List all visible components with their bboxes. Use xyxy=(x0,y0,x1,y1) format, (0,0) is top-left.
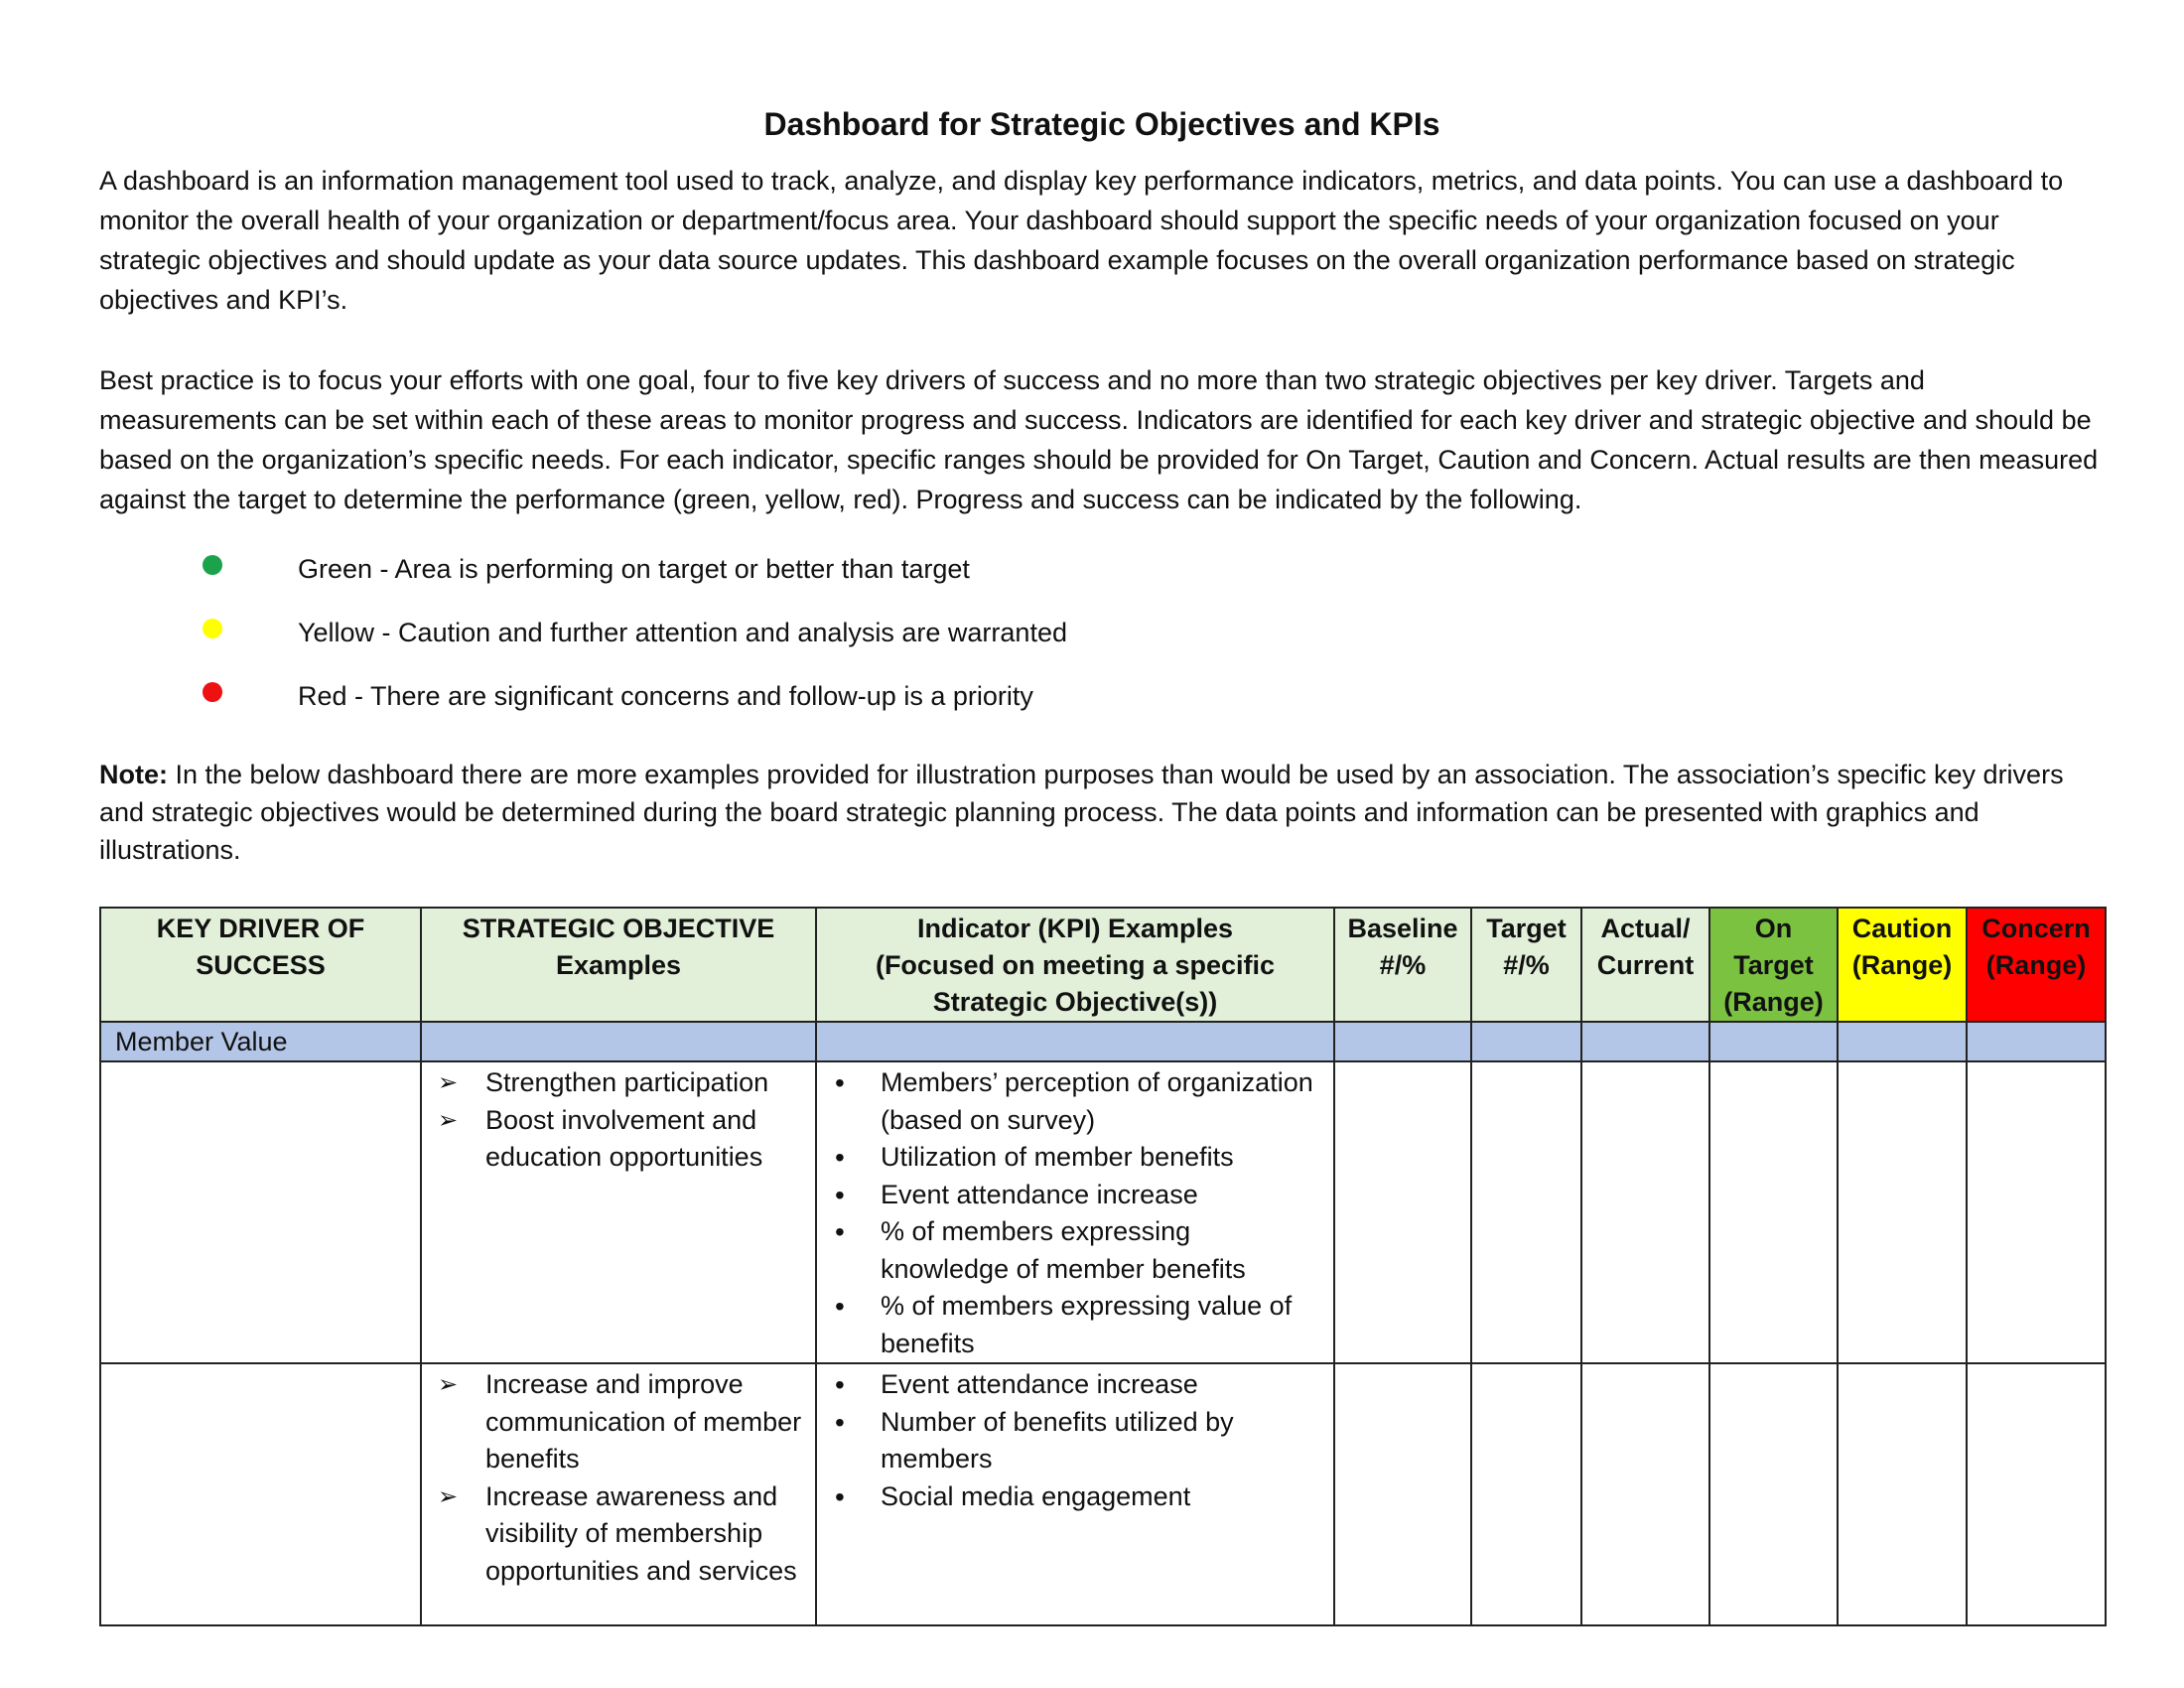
note-text: In the below dashboard there are more examples provided for illustration purposes than would be used by an association. The association’s specific key drivers and strategic objectives would be determined during the board strategic planning process. The data points and information can be presented with graphics and illustrations. xyxy=(99,760,2064,865)
list-item: ➢ Increase and improve communication of member benefits xyxy=(422,1366,815,1478)
status-legend xyxy=(99,549,2105,740)
legend-item-green xyxy=(99,549,2105,613)
list-item: • % of members expressing knowledge of member benefits xyxy=(817,1213,1333,1288)
list-item: ➢ Strengthen participation xyxy=(422,1064,815,1102)
list-item: • Event attendance increase xyxy=(817,1177,1333,1214)
concern-cell xyxy=(1967,1363,2106,1625)
actual-cell xyxy=(1581,1363,1709,1625)
legend-item-red xyxy=(99,676,2105,740)
objectives-cell xyxy=(421,1061,816,1363)
key-driver-cell xyxy=(100,1061,421,1363)
list-item: ➢ Boost involvement and education opportunities xyxy=(422,1102,815,1177)
header-indicator: Indicator (KPI) Examples (Focused on meeting a specific Strategic Objective(s)) xyxy=(816,908,1334,1022)
page-title: Dashboard for Strategic Objectives and KPIs xyxy=(763,106,1440,142)
table-row xyxy=(100,1061,2106,1363)
list-item: ➢ Increase awareness and visibility of membership opportunities and services xyxy=(422,1478,815,1591)
list-item: • Social media engagement xyxy=(817,1478,1333,1516)
section-row xyxy=(100,1022,2106,1061)
green-dot-icon xyxy=(203,555,222,575)
indicators-cell xyxy=(816,1061,1334,1363)
on-target-cell xyxy=(1709,1363,1838,1625)
header-concern: Concern (Range) xyxy=(1967,908,2106,1022)
legend-text: Green - Area is performing on target or better than target xyxy=(298,554,970,584)
list-item: • Event attendance increase xyxy=(817,1366,1333,1404)
kpi-dashboard-table xyxy=(99,907,2107,1626)
yellow-dot-icon xyxy=(203,619,222,638)
legend-text: Yellow - Caution and further attention and analysis are warranted xyxy=(298,618,1067,647)
on-target-cell xyxy=(1709,1061,1838,1363)
note-label: Note: xyxy=(99,760,168,789)
intro-paragraph: A dashboard is an information management tool used to track, analyze, and display key performance indicators, metrics, and data points. You can use a dashboard to monitor the overall health of your organization or department/focus area. Your dashboard should support the specific needs of your organization focused on your strategic objectives and should update as your data source updates. This dashboard example focuses on the overall organization performance based on strategic objectives and KPI’s. xyxy=(99,166,2064,315)
actual-cell xyxy=(1581,1061,1709,1363)
caution-cell xyxy=(1838,1061,1967,1363)
header-caution: Caution (Range) xyxy=(1838,908,1967,1022)
concern-cell xyxy=(1967,1061,2106,1363)
key-driver-cell xyxy=(100,1363,421,1625)
header-actual: Actual/ Current xyxy=(1581,908,1709,1022)
legend-item-yellow xyxy=(99,613,2105,676)
baseline-cell xyxy=(1334,1061,1471,1363)
red-dot-icon xyxy=(203,682,222,702)
header-target: Target #/% xyxy=(1471,908,1581,1022)
note-paragraph xyxy=(99,756,2105,869)
list-item: • Number of benefits utilized by members xyxy=(817,1404,1333,1478)
best-practice-paragraph: Best practice is to focus your efforts with one goal, four to five key drivers of success and no more than two strategic objectives per key driver. Targets and measurements can be set within each of these areas to monitor progress and success. Indicators are identified for each key driver and strategic objective and should be based on the organization’s specific needs. For each indicator, specific ranges should be provided for On Target, Caution and Concern. Actual results are then measured against the target to determine the performance (green, yellow, red). Progress and success can be indicated by the following. xyxy=(99,365,2099,514)
header-on-target: On Target (Range) xyxy=(1709,908,1838,1022)
baseline-cell xyxy=(1334,1363,1471,1625)
list-item: • % of members expressing value of benefits xyxy=(817,1288,1333,1362)
target-cell xyxy=(1471,1363,1581,1625)
list-item: • Utilization of member benefits xyxy=(817,1139,1333,1177)
objectives-cell xyxy=(421,1363,816,1625)
section-label: Member Value xyxy=(100,1022,421,1061)
table-row xyxy=(100,1363,2106,1625)
document-page xyxy=(99,99,2105,896)
header-key-driver: KEY DRIVER OF SUCCESS xyxy=(100,908,421,1022)
header-baseline: Baseline #/% xyxy=(1334,908,1471,1022)
header-strategic-objective: STRATEGIC OBJECTIVE Examples xyxy=(421,908,816,1022)
caution-cell xyxy=(1838,1363,1967,1625)
legend-text: Red - There are significant concerns and follow-up is a priority xyxy=(298,681,1033,711)
list-item: • Members’ perception of organization (based on survey) xyxy=(817,1064,1333,1139)
indicators-cell xyxy=(816,1363,1334,1625)
target-cell xyxy=(1471,1061,1581,1363)
